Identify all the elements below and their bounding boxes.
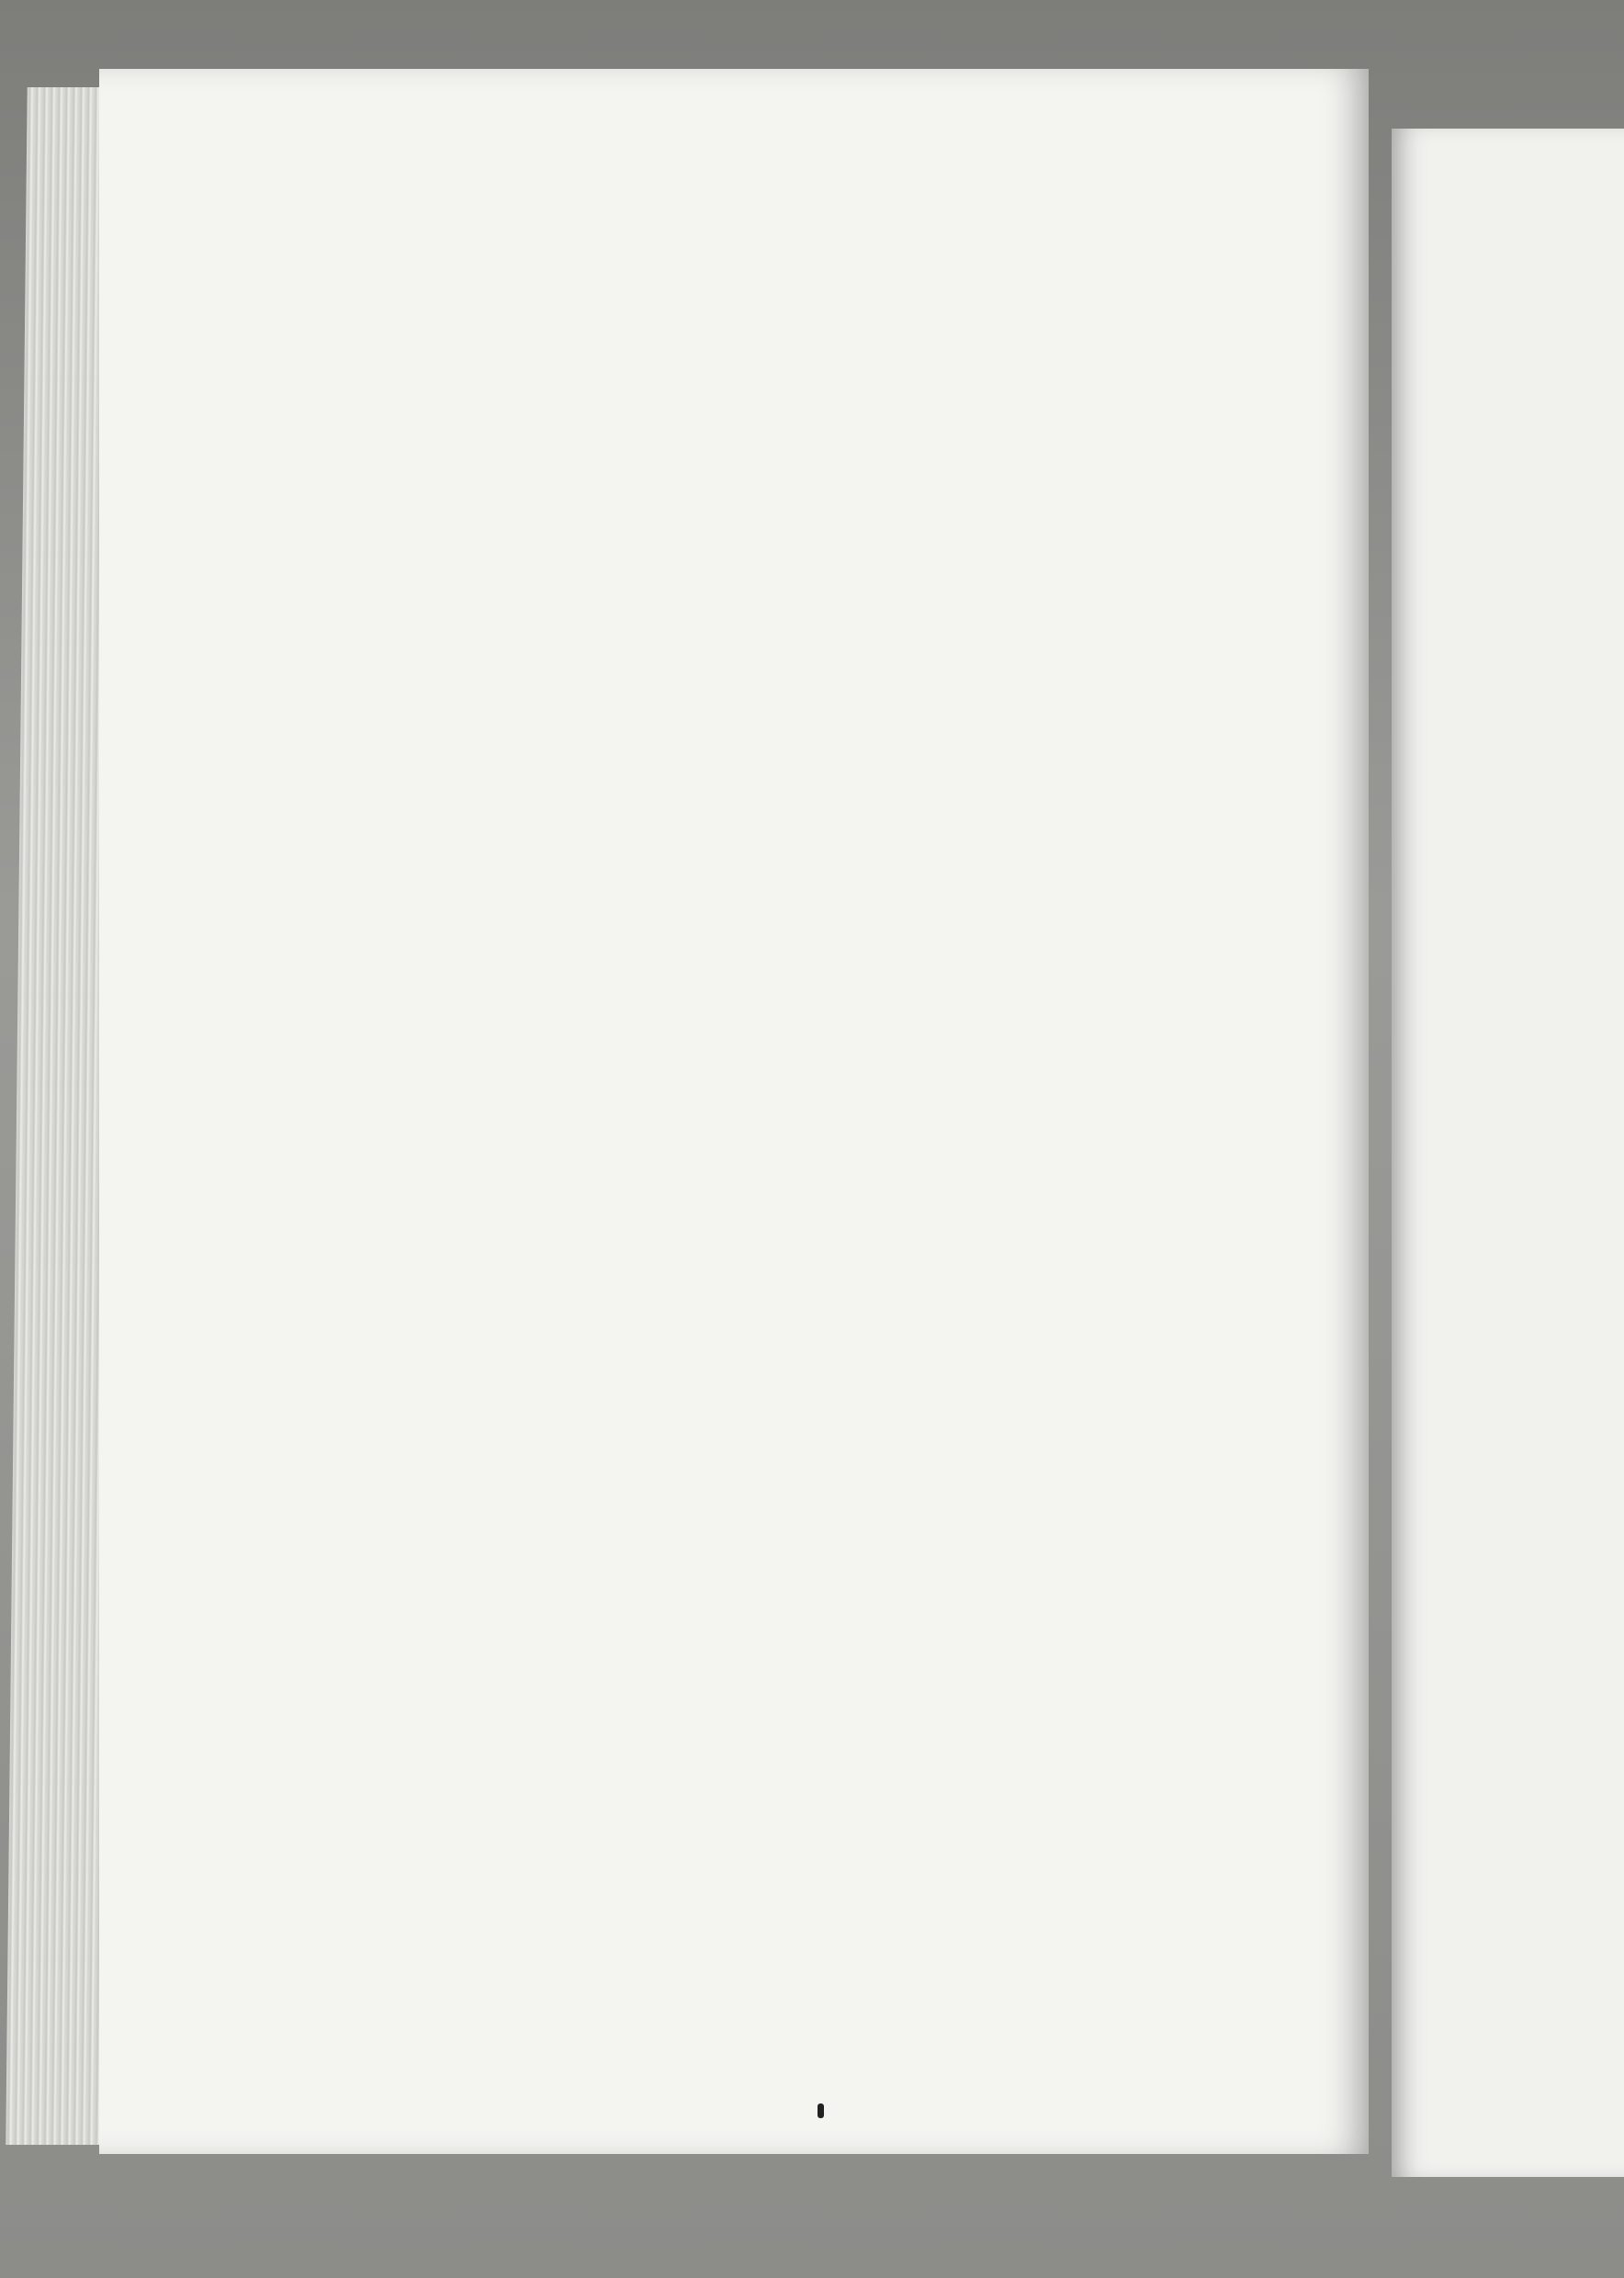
running-head <box>326 280 1298 335</box>
page-content <box>326 280 1298 348</box>
ink-mark <box>818 2103 824 2118</box>
right-page <box>1392 129 1624 2177</box>
left-page <box>99 69 1369 2154</box>
